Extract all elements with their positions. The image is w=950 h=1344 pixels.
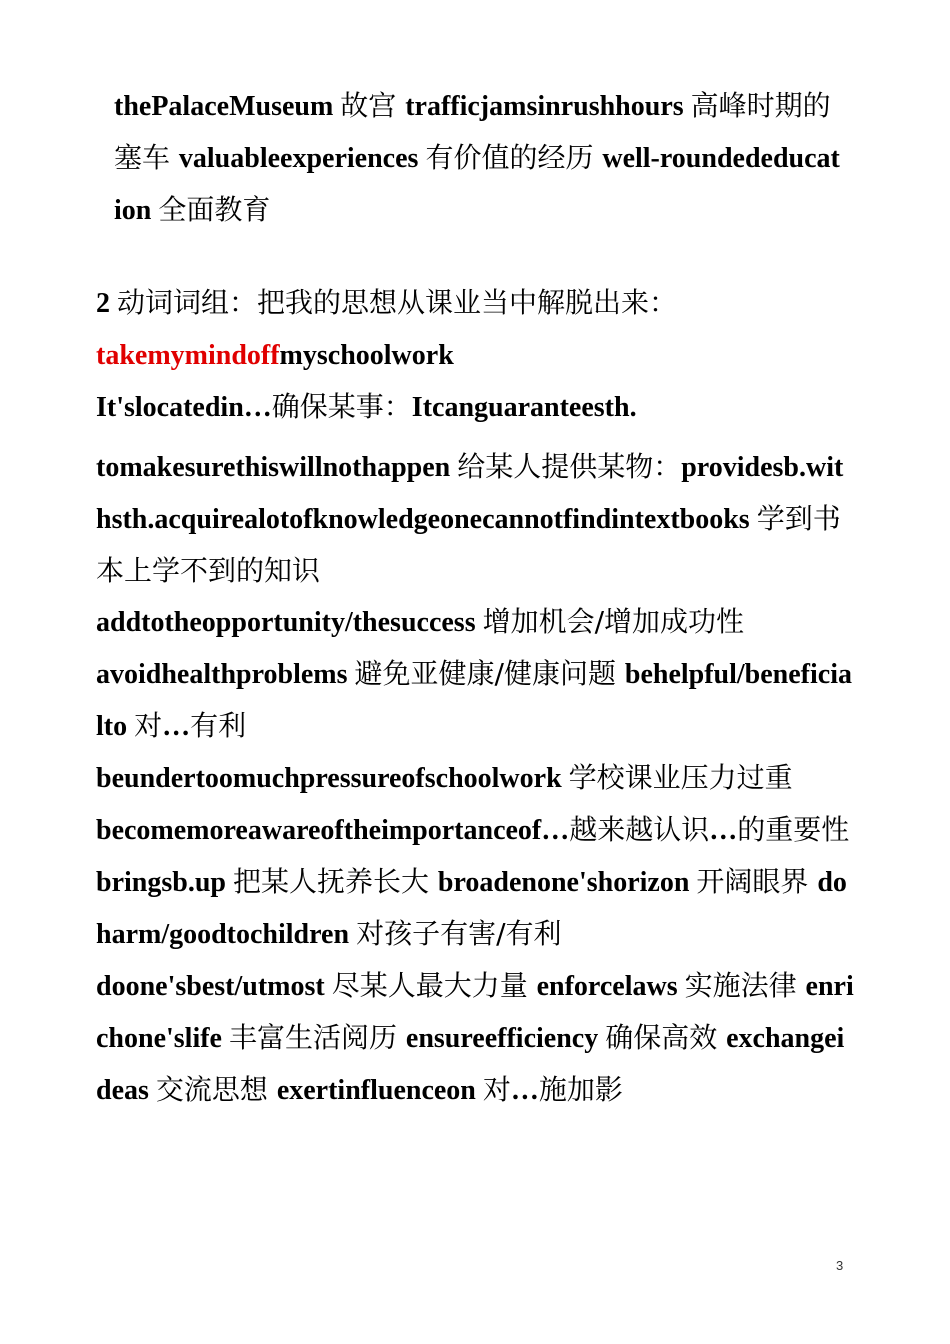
phrase-en: enforcelaws <box>536 971 685 1002</box>
phrase-en: … <box>709 815 738 846</box>
phrase-en: valuableexperiences <box>178 143 426 174</box>
phrase-zh: 有价值的经历 <box>425 141 603 174</box>
section-verb-phrases-heading <box>96 277 856 433</box>
phrase-zh: 尽某人最大力量 <box>331 969 537 1002</box>
phrase-zh: 把某人抚养长大 <box>232 865 438 898</box>
phrase-zh: 丰富生活阅历 <box>229 1021 406 1054</box>
vocabulary-paragraph <box>96 804 856 856</box>
phrase-zh: 施加影 <box>538 1073 623 1106</box>
phrase-zh: 对 <box>482 1073 511 1106</box>
vocabulary-paragraph <box>96 441 856 596</box>
phrase-zh: 避免亚健康/健康问题 <box>354 657 625 690</box>
phrase-zh: 全面教育 <box>158 193 271 226</box>
phrase-en: doone'sbest/utmost <box>96 971 332 1002</box>
phrase-en: thePalaceMuseum <box>114 91 341 122</box>
phrase-en: Itcanguaranteesth. <box>411 392 637 423</box>
section-number: 2 <box>96 288 117 319</box>
highlighted-phrase: takemymindoff <box>96 340 280 371</box>
highlighted-phrase-line <box>96 329 856 381</box>
phrase-zh: 对孩子有害/有利 <box>356 917 562 950</box>
phrase-zh: 实施法律 <box>684 969 806 1002</box>
phrase-en: exchangeideas <box>96 1023 845 1106</box>
vocabulary-block-verbs <box>96 441 856 1116</box>
phrase-en: tomakesurethiswillnothappen <box>96 452 458 483</box>
phrase-en: addtotheopportunity/thesuccess <box>96 607 483 638</box>
vocabulary-paragraph <box>96 960 856 1116</box>
phrase-en: providesb.withsth.acquirealotofknowledgeonecannotfindintextbooks <box>96 452 844 535</box>
phrase-zh: 学到书本上学不到的知识 <box>96 502 841 587</box>
phrase-en: It'slocatedin… <box>96 392 272 423</box>
section-heading-text: 动词词组：把我的思想从课业当中解脱出来： <box>117 286 678 319</box>
phrase-en: behelpful/beneficialto <box>96 659 852 742</box>
phrase-en: bringsb.up <box>96 867 233 898</box>
phrase-en: trafficjamsinrushhours <box>405 91 691 122</box>
phrase-en: … <box>162 711 191 742</box>
vocabulary-paragraph <box>96 856 856 960</box>
phrase-en: broadenone'shorizon <box>437 867 697 898</box>
phrase-zh: 交流思想 <box>155 1073 277 1106</box>
phrase-line <box>96 381 856 433</box>
section-heading-line <box>96 277 856 329</box>
phrase-zh: 对 <box>134 709 163 742</box>
phrase-en: doharm/goodtochildren <box>96 867 847 950</box>
phrase-zh: 有利 <box>190 709 247 742</box>
phrase-zh: 高峰时期的塞车 <box>114 89 831 174</box>
phrase-en: avoidhealthproblems <box>96 659 355 690</box>
phrase-zh: 确保高效 <box>605 1021 727 1054</box>
phrase-zh: 学校课业压力过重 <box>568 761 793 794</box>
vocabulary-paragraph <box>96 752 856 804</box>
phrase-zh: 确保某事： <box>271 390 412 423</box>
phrase-zh: 开阔眼界 <box>696 865 818 898</box>
phrase-zh: 故宫 <box>340 89 406 122</box>
vocabulary-paragraph <box>96 648 856 752</box>
phrase-zh: 给某人提供某物： <box>457 450 682 483</box>
phrase-zh: 的重要性 <box>737 813 850 846</box>
vocabulary-paragraph <box>96 596 856 648</box>
page-number: 3 <box>836 1258 844 1273</box>
phrase-en: becomemoreawareoftheimportanceof… <box>96 815 570 846</box>
phrase-en: … <box>510 1075 539 1106</box>
phrase-en: exertinfluenceon <box>276 1075 483 1106</box>
phrase-en: beundertoomuchpressureofschoolwork <box>96 763 569 794</box>
phrase-en: myschoolwork <box>279 340 454 371</box>
vocabulary-block-nouns <box>114 80 840 236</box>
phrase-zh: 增加机会/增加成功性 <box>482 605 745 638</box>
phrase-en: well-roundededucation <box>114 143 840 226</box>
phrase-en: ensureefficiency <box>405 1023 606 1054</box>
phrase-en: enrichone'slife <box>96 971 854 1054</box>
phrase-zh: 越来越认识 <box>569 813 710 846</box>
